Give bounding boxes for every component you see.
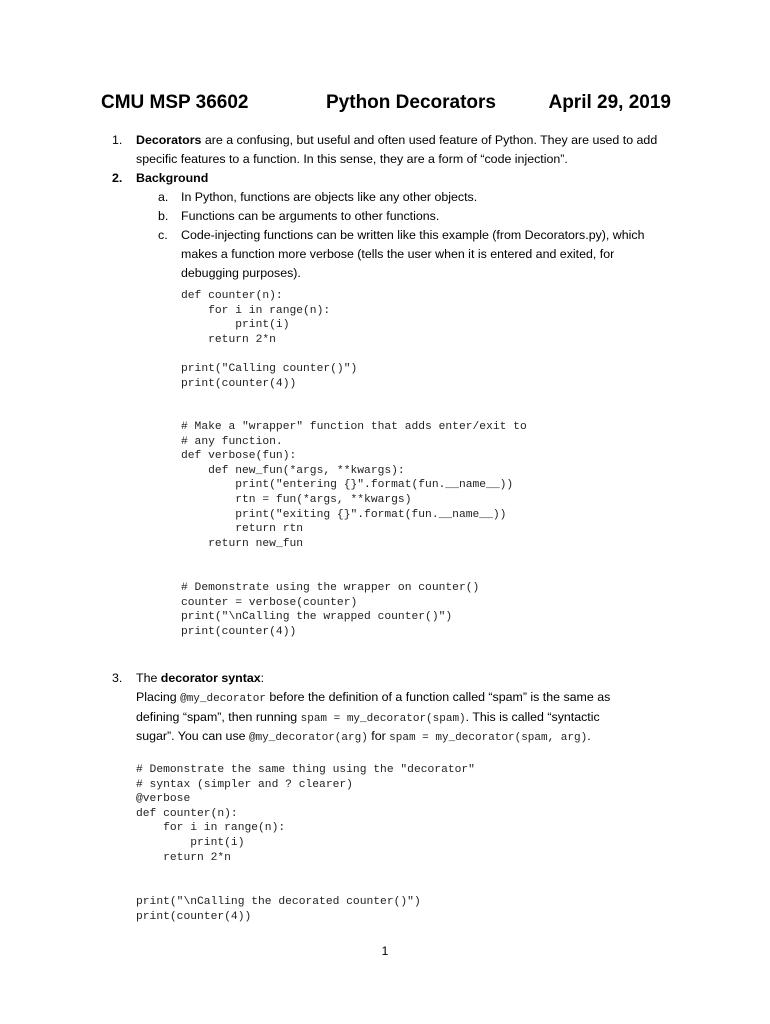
document-title: Python Decorators [326,92,496,113]
sub-item-a-letter: a. [158,190,169,204]
item-3-line-3-c: . [587,729,591,743]
decorators-term: Decorators [136,133,202,147]
item-3-line-3 [136,727,591,748]
item-3-line-1-b: before the definition of a function called “spam” is the same as [265,690,611,704]
item-1-number: 1. [112,133,123,147]
item-3-line-2-b: . This is called “syntactic [465,710,600,724]
item-3-the: The [136,671,161,685]
item-1-line-1-text: are a confusing, but useful and often used feature of Python. They are used to add [201,133,658,147]
page-header [101,92,671,122]
code-block-decorated-demo: print("\nCalling the decorated counter()") print(counter(4)) [136,896,421,923]
sub-item-a-text: In Python, functions are objects like any other objects. [181,190,478,204]
code-block-wrapper-demo: # Demonstrate using the wrapper on counter() counter = verbose(counter) print("\nCalling the wrapped counter()") print(counter(4)) [181,582,480,638]
document-date: April 29, 2019 [548,92,671,113]
item-3-line-3-a: sugar”. You can use [136,729,249,743]
item-1-line-1 [136,131,657,150]
code-block-decorator-syntax: # Demonstrate the same thing using the "decorator" # syntax (simpler and ? clearer) @verbose def counter(n): for i in range(n): print(i) return 2*n [136,764,475,864]
code-block-counter: def counter(n): for i in range(n): print(i) return 2*n print("Calling counter()") print(counter(4)) [181,290,358,390]
sub-item-c-letter: c. [158,228,168,242]
page-number: 1 [381,944,389,958]
background-heading: Background [136,171,209,185]
sub-item-c-line-1: Code-injecting functions can be written like this example (from Decorators.py), which [181,228,645,242]
inline-code-assignment: spam = my_decorator(spam) [300,713,466,725]
item-3-line-1-a: Placing [136,690,181,704]
item-3-line-3-b: for [367,729,390,743]
sub-item-c-line-2: makes a function more verbose (tells the user when it is entered and exited, for [181,247,615,261]
item-2-number: 2. [112,171,123,185]
decorator-syntax-term: decorator syntax [160,671,261,685]
item-3-line-1 [136,688,610,709]
item-1-line-2: specific features to a function. In this sense, they are a form of “code injection”. [136,152,568,166]
item-3-heading [136,669,264,688]
sub-item-b-letter: b. [158,209,169,223]
item-3-colon: : [260,671,265,685]
item-3-line-2 [136,708,600,729]
item-3-line-2-a: defining “spam”, then running [136,710,301,724]
sub-item-b-text: Functions can be arguments to other functions. [181,209,440,223]
course-code: CMU MSP 36602 [101,92,249,113]
inline-code-assignment-arg: spam = my_decorator(spam, arg) [389,732,588,744]
code-block-verbose-wrapper: # Make a "wrapper" function that adds enter/exit to # any function. def verbose(fun): def new_fun(*args, **kwargs): print("entering {}".format(fun.__name__)) rtn = fun(*args, **kwargs) print("exiting {}".format(fun.__name__)) return rtn return new_fun [181,421,527,550]
inline-code-decorator-arg: @my_decorator(arg) [248,732,368,744]
inline-code-decorator: @my_decorator [180,693,266,705]
item-3-number: 3. [112,671,123,685]
sub-item-c-line-3: debugging purposes). [181,266,301,280]
